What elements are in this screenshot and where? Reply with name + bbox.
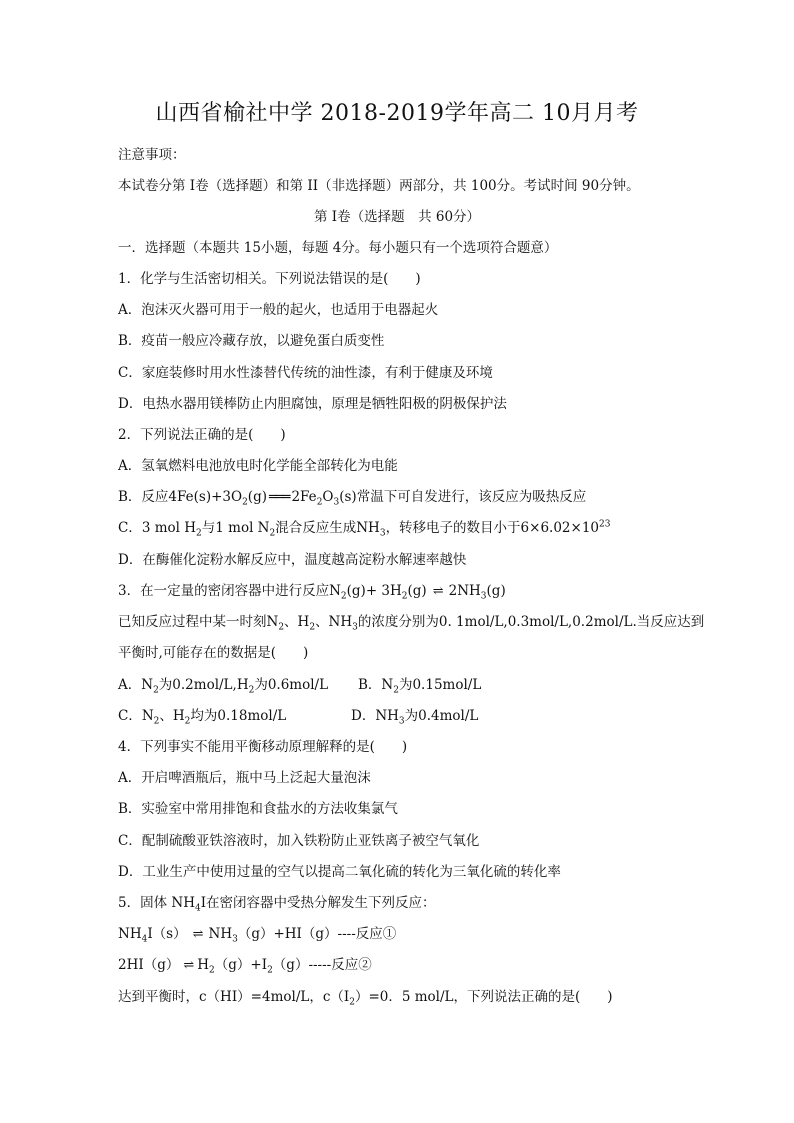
- q3-condition: 已知反应过程中某一时刻$N_2$、$H_2$、$NH_3$的浓度分别为0. 1mol/L,0.3mol/L,0.2mol/L.当反应达到: [118, 614, 705, 633]
- q2-option-c: C．3 mol $H_2$与1 mol $N_2$混合反应生成$NH_3$，转移电子的数目小于$6\times 6.02\times 10^{23}$: [118, 519, 611, 539]
- q1-option-a: A．泡沫灭火器可用于一般的起火，也适用于电器起火: [118, 302, 439, 318]
- q4-option-c: C．配制硫酸亚铁溶液时，加入铁粉防止亚铁离子被空气氧化: [118, 833, 480, 849]
- q3-question: 平衡时,可能存在的数据是( ): [118, 645, 309, 661]
- equilibrium-arrow-icon: ⇌: [183, 958, 194, 973]
- q5-reaction-1: $NH_4I(s)$ ⇌ $NH_3(g)+HI(g)----$反应①: [118, 926, 397, 945]
- q4-option-d: D．工业生产中使用过量的空气以提高二氧化硫的转化为三氧化硫的转化率: [118, 864, 561, 880]
- q2-option-a: A．氢氧燃料电池放电时化学能全部转化为电能: [118, 458, 398, 474]
- equilibrium-arrow-icon: ⇌: [432, 584, 443, 599]
- notice-heading: 注意事项：: [118, 147, 186, 163]
- q3-stem: 3．在一定量的密闭容器中进行反应$N_2(g)+ 3H_2(g)$ ⇌ $2NH_3(g)$: [118, 583, 506, 602]
- q3-option-b: B．$N_2$为0.15mol/L: [358, 677, 482, 696]
- section-heading: 第 I卷（选择题 共 60分）: [313, 209, 481, 225]
- equilibrium-arrow-icon: ⇌: [192, 927, 203, 942]
- q2-option-b: B．反应$4Fe(s)+3O_2(g)$ ═══ $2Fe_2O_3(s)$常温下可自发进行，该反应为吸热反应: [118, 489, 587, 508]
- page-title: 山西省榆社中学 2018-2019学年高二 10月月考: [155, 101, 639, 126]
- q4-option-a: A．开启啤酒瓶后，瓶中马上泛起大量泡沫: [118, 770, 371, 786]
- q2-option-d: D．在酶催化淀粉水解反应中，温度越高淀粉水解速率越快: [118, 552, 467, 568]
- q1-option-d: D．电热水器用镁棒防止内胆腐蚀，原理是牺牲阳极的阴极保护法: [118, 396, 507, 412]
- q3-option-c: C．$N_2$、$H_2$均为0.18mol/L: [118, 708, 287, 727]
- q5-stem: 5．固体 $NH_4I$在密闭容器中受热分解发生下列反应：: [118, 895, 436, 914]
- equals-arrow-icon: ═══: [268, 490, 290, 505]
- q3-option-a: A．$N_2$为$0.2mol/L,H_2$为0.6mol/L: [118, 677, 329, 696]
- q1-option-b: B．疫苗一般应冷藏存放，以避免蛋白质变性: [118, 333, 385, 349]
- notice-text: 本试卷分第 I卷（选择题）和第 II（非选择题）两部分，共 100分。考试时间 90分钟。: [118, 178, 640, 194]
- part-heading: 一．选择题（本题共 15小题，每题 4分。每小题只有一个选项符合题意）: [118, 240, 558, 256]
- q4-option-b: B．实验室中常用排饱和食盐水的方法收集氯气: [118, 801, 398, 817]
- q1-option-c: C．家庭装修时用水性漆替代传统的油性漆，有利于健康及环境: [118, 365, 493, 381]
- q4-stem: 4．下列事实不能用平衡移动原理解释的是( ): [118, 739, 408, 755]
- q5-question: 达到平衡时，c（HI）=4mol/L，$c(I_2)=0$．5 mol/L，下列说法正确的是( ): [118, 989, 613, 1008]
- q3-option-d: D．$NH_3$为0.4mol/L: [351, 708, 479, 727]
- q1-stem: 1．化学与生活密切相关。下列说法错误的是( ): [118, 271, 421, 287]
- q2-stem: 2．下列说法正确的是( ): [118, 427, 286, 443]
- q5-reaction-2: 2HI（g） ⇌ $H_2(g)+I_2(g)-----$反应②: [118, 957, 372, 976]
